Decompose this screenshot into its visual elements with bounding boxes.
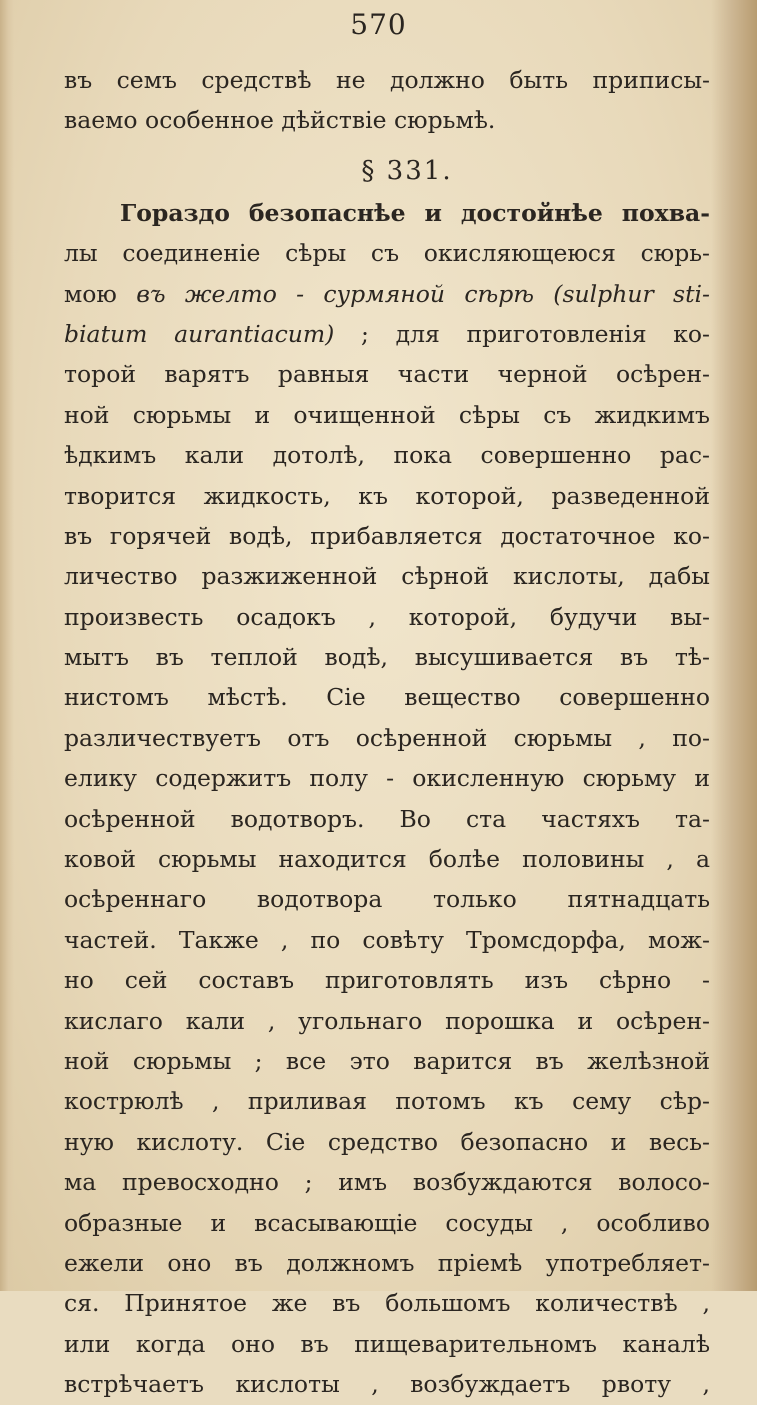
section-heading: § 331. bbox=[361, 155, 453, 186]
text-line: ную кислоту. Сіе средство безопасно и весь- bbox=[64, 1127, 710, 1156]
text-line: въ горячей водѣ, прибавляется достаточное ко- bbox=[64, 521, 710, 550]
text-line: нистомъ мѣстѣ. Сіе вещество совершенно bbox=[64, 683, 710, 712]
text-line: ся. Принятое же въ большомъ количествѣ , bbox=[64, 1289, 710, 1318]
text-line: кислаго кали , угольнаго порошка и осѣрен- bbox=[64, 1006, 710, 1035]
text-line: лы соединеніе сѣры съ окисляющеюся сюрь- bbox=[64, 239, 710, 268]
text-line: осѣреннаго водотвора только пятнадцать bbox=[64, 885, 710, 914]
text-line: ма превосходно ; имъ возбуждаются волосо- bbox=[64, 1168, 710, 1197]
text-line: но сей составъ приготовлять изъ сѣрно - bbox=[64, 966, 710, 995]
text-line: ковой сюрьмы находится болѣе половины , а bbox=[64, 845, 710, 874]
text-line: ваемо особенное дѣйствіе сюрьмѣ. bbox=[64, 106, 496, 135]
text-span: мою bbox=[64, 279, 137, 308]
text-line: въ семъ средствѣ не должно быть приписы- bbox=[64, 66, 710, 94]
page-right-edge bbox=[711, 0, 757, 1291]
text-line: кострюлѣ , приливая потомъ къ сему сѣр- bbox=[64, 1087, 710, 1116]
page-number: 570 bbox=[350, 8, 407, 41]
italic-term: biatum aurantiacum) bbox=[64, 319, 335, 348]
page-left-edge bbox=[0, 0, 14, 1291]
page-text bbox=[64, 60, 710, 1405]
text-line: творится жидкость, къ которой, разведенной bbox=[64, 481, 710, 510]
text-line: или когда оно въ пищеварительномъ каналѣ bbox=[64, 1329, 710, 1358]
text-line: встрѣчаетъ кислоты , возбуждаетъ рвоту , bbox=[64, 1370, 710, 1399]
text-line: ежели оно въ должномъ пріемѣ употребляет- bbox=[64, 1248, 710, 1277]
text-line: ѣдкимъ кали дотолѣ, пока совершенно рас- bbox=[64, 441, 710, 470]
text-line: мытъ въ теплой водѣ, высушивается въ тѣ- bbox=[64, 643, 710, 672]
text-line-with-italic bbox=[64, 274, 710, 314]
text-line: образные и всасывающіе сосуды , особливо bbox=[64, 1208, 710, 1237]
text-line: ной сюрьмы ; все это варится въ желѣзной bbox=[64, 1046, 710, 1075]
text-line: произвесть осадокъ , которой, будучи вы- bbox=[64, 602, 710, 631]
text-line: ной сюрьмы и очищенной сѣры съ жидкимъ bbox=[64, 400, 710, 429]
text-line: частей. Также , по совѣту Тромсдорфа, мож- bbox=[64, 925, 710, 954]
text-line: личество разжиженной сѣрной кислоты, дабы bbox=[64, 562, 710, 591]
text-line-with-italic bbox=[64, 314, 710, 354]
text-span: ; для приготовленія ко- bbox=[334, 319, 710, 348]
text-line: различествуетъ отъ осѣренной сюрьмы , по- bbox=[64, 723, 710, 752]
text-line: осѣренной водотворъ. Во ста частяхъ та- bbox=[64, 804, 710, 833]
text-line: Гораздо безопаснѣе и достойнѣе похва- bbox=[120, 198, 710, 227]
italic-term: въ желто - сурмяной сѣрѣ (sulphur sti- bbox=[136, 279, 710, 308]
text-line: елику содержитъ полу - окисленную сюрьму и bbox=[64, 764, 710, 793]
text-line: торой варятъ равныя части черной осѣрен- bbox=[64, 360, 710, 389]
